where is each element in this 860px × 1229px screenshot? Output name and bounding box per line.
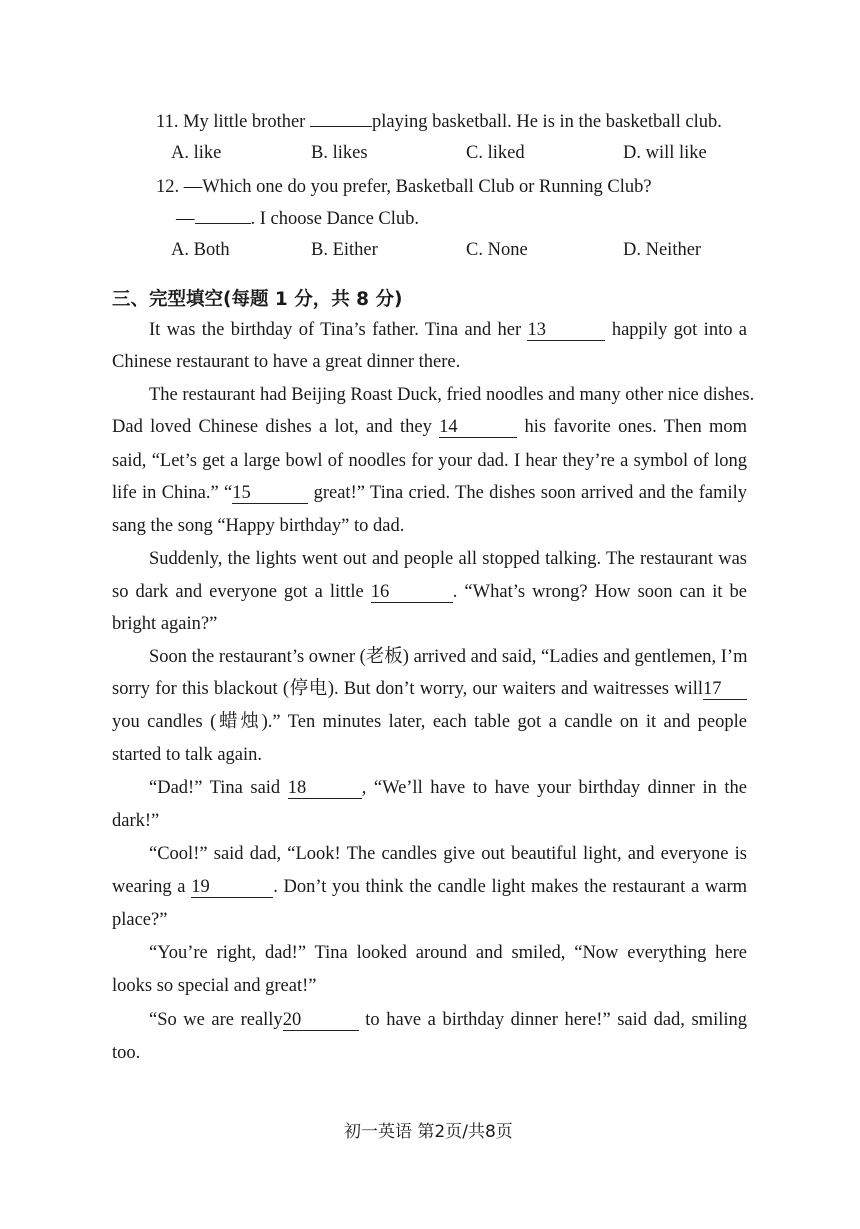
passage-text: “Dad!” Tina said	[149, 778, 281, 798]
question-11-stem	[156, 110, 722, 134]
question-12-option-a: A. Both	[171, 240, 230, 260]
question-12-stem: 12. —Which one do you prefer, Basketball Club or Running Club?	[156, 177, 652, 197]
passage-line: Chinese restaurant to have a great dinner there.	[112, 352, 461, 372]
blank-18: 18	[288, 778, 362, 799]
question-11-text-start: 11. My little brother	[156, 112, 306, 132]
passage-line	[112, 415, 747, 439]
blank-15: 15	[232, 483, 308, 504]
blank-17: 17	[703, 679, 747, 700]
passage-line: too.	[112, 1043, 141, 1063]
passage-line	[149, 776, 747, 800]
passage-line	[149, 318, 747, 342]
page-footer: 初一英语 第2页/共8页	[344, 1122, 513, 1142]
passage-line: looks so special and great!”	[112, 976, 317, 996]
passage-line: “You’re right, dad!” Tina looked around and smiled, “Now everything here	[149, 943, 747, 963]
passage-line: The restaurant had Beijing Roast Duck, fried noodles and many other nice dishes.	[149, 385, 755, 405]
passage-line: Soon the restaurant’s owner (老板) arrived and said, “Ladies and gentlemen, I’m	[149, 647, 748, 667]
question-12-option-c: C. None	[466, 240, 528, 260]
question-12-option-d: D. Neither	[623, 240, 702, 260]
passage-text: so dark and everyone got a little	[112, 582, 364, 602]
passage-line: sang the song “Happy birthday” to dad.	[112, 516, 405, 536]
question-11-blank	[310, 126, 372, 127]
passage-text: sorry for this blackout (停电). But don’t worry, our waiters and waitresses will	[112, 679, 703, 699]
question-11-option-d: D. will like	[623, 143, 707, 163]
passage-text: It was the birthday of Tina’s father. Tina and her	[149, 320, 522, 340]
passage-text: wearing a	[112, 877, 186, 897]
passage-text: “So we are really	[149, 1010, 283, 1030]
passage-line: place?”	[112, 910, 168, 930]
blank-13: 13	[527, 320, 605, 341]
question-11-text-end: playing basketball. He is in the basketball club.	[371, 112, 722, 132]
passage-line: Suddenly, the lights went out and people all stopped talking. The restaurant was	[149, 549, 747, 569]
passage-text: Dad loved Chinese dishes a lot, and they	[112, 417, 432, 437]
passage-text: . Don’t you think the candle light makes the restaurant a warm	[273, 877, 748, 897]
blank-16: 16	[371, 582, 453, 603]
question-12-blank	[195, 223, 251, 224]
passage-text: great!” Tina cried. The dishes soon arrived and the family	[313, 483, 747, 503]
passage-text: his favorite ones. Then mom	[524, 417, 748, 437]
passage-text: . “What’s wrong? How soon can it be	[452, 582, 748, 602]
blank-14: 14	[439, 417, 517, 438]
question-11-option-b: B. likes	[311, 143, 368, 163]
section-title: 三、完型填空(每题 1 分，共 8 分)	[112, 289, 403, 310]
passage-line	[112, 481, 747, 505]
passage-line	[149, 1008, 747, 1032]
passage-text: to have a birthday dinner here!” said dad, smiling	[365, 1010, 747, 1030]
passage-text: happily got into a	[611, 320, 748, 340]
question-12-dash: —	[176, 209, 195, 229]
blank-20: 20	[283, 1010, 359, 1031]
passage-line: said, “Let’s get a large bowl of noodles for your dad. I hear they’re a symbol of long	[112, 451, 747, 471]
passage-line: started to talk again.	[112, 745, 263, 765]
question-11-option-c: C. liked	[466, 143, 525, 163]
question-12-answer-text: . I choose Dance Club.	[250, 209, 420, 229]
question-11-option-a: A. like	[171, 143, 222, 163]
passage-line: “Cool!” said dad, “Look! The candles give out beautiful light, and everyone is	[149, 844, 747, 864]
passage-line	[112, 677, 747, 701]
passage-line	[112, 580, 747, 604]
passage-text: , “We’ll have to have your birthday dinner in the	[361, 778, 747, 798]
passage-line: you candles (蜡烛).” Ten minutes later, each table got a candle on it and people	[112, 712, 747, 732]
passage-line: bright again?”	[112, 614, 218, 634]
passage-line	[112, 875, 747, 899]
passage-line: dark!”	[112, 811, 160, 831]
passage-text: life in China.” “	[112, 483, 233, 503]
blank-19: 19	[191, 877, 273, 898]
question-12-answer	[176, 207, 419, 231]
question-12-option-b: B. Either	[311, 240, 378, 260]
